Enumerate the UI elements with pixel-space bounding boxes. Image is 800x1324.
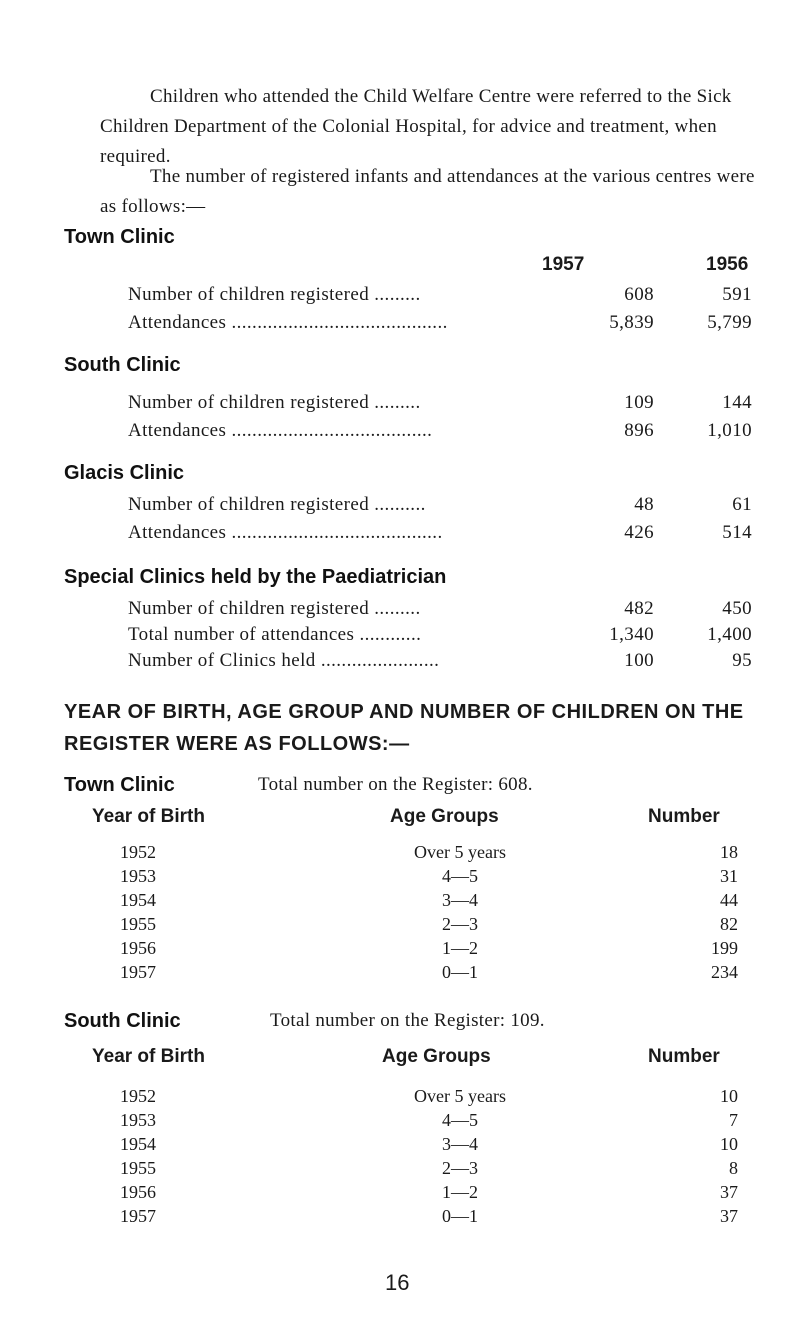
intro-text-2: The number of registered infants and attendances at the various centres were as follows:— xyxy=(100,166,755,217)
intro-text-1: Children who attended the Child Welfare Centre were referred to the Sick Children Department of the Colonial Hospital, for advice and treatment, when required. xyxy=(100,86,732,167)
glacis-row-attendances: Attendances ......................................... 426 514 xyxy=(128,522,752,543)
intro-paragraph-1 xyxy=(100,82,760,172)
page-number: 16 xyxy=(385,1270,410,1295)
intro-paragraph-2 xyxy=(100,162,760,222)
south-register-total: Total number on the Register: 109. xyxy=(270,1010,545,1031)
south-clinic-heading: South Clinic xyxy=(64,354,181,376)
town-col-number: Number xyxy=(648,806,720,827)
glacis-clinic-heading: Glacis Clinic xyxy=(64,462,185,484)
south-table-row: 1954 3—4 10 xyxy=(120,1134,738,1154)
south-row-registered: Number of children registered ......... 109 144 xyxy=(128,392,752,413)
town-row-registered: Number of children registered ......... 608 591 xyxy=(128,284,752,305)
year-1957-header: 1957 xyxy=(542,254,585,275)
south-table-row: 1956 1—2 37 xyxy=(120,1182,738,1202)
south-table-row: 1952 Over 5 years 10 xyxy=(120,1086,738,1106)
south-row-attendances: Attendances ....................................... 896 1,010 xyxy=(128,420,752,441)
town-table-row: 1956 1—2 199 xyxy=(120,938,738,958)
town-register-total: Total number on the Register: 608. xyxy=(258,774,533,795)
year-1956-header: 1956 xyxy=(706,254,749,275)
town-table-row: 1952 Over 5 years 18 xyxy=(120,842,738,862)
town-table-row: 1957 0—1 234 xyxy=(120,962,738,982)
south-col-year: Year of Birth xyxy=(92,1046,205,1067)
special-row-registered: Number of children registered ......... 482 450 xyxy=(128,598,752,619)
register-section-heading: YEAR OF BIRTH, AGE GROUP AND NUMBER OF CHILDREN ON THE REGISTER WERE AS FOLLOWS:— xyxy=(64,701,744,755)
south-register-heading: South Clinic xyxy=(64,1010,181,1032)
town-register-heading: Town Clinic xyxy=(64,774,175,796)
town-col-age: Age Groups xyxy=(390,806,499,827)
special-clinics-heading: Special Clinics held by the Paediatrician xyxy=(64,566,447,588)
town-clinic-heading: Town Clinic xyxy=(64,226,175,248)
glacis-row-registered: Number of children registered .......... 48 61 xyxy=(128,494,752,515)
south-col-age: Age Groups xyxy=(382,1046,491,1067)
south-col-number: Number xyxy=(648,1046,720,1067)
special-row-clinics-held: Number of Clinics held ....................... 100 95 xyxy=(128,650,752,671)
south-table-row: 1957 0—1 37 xyxy=(120,1206,738,1226)
town-table-row: 1953 4—5 31 xyxy=(120,866,738,886)
town-table-row: 1955 2—3 82 xyxy=(120,914,738,934)
south-table-row: 1955 2—3 8 xyxy=(120,1158,738,1178)
south-table-row: 1953 4—5 7 xyxy=(120,1110,738,1130)
special-row-attendances: Total number of attendances ............ 1,340 1,400 xyxy=(128,624,752,645)
town-table-row: 1954 3—4 44 xyxy=(120,890,738,910)
town-col-year: Year of Birth xyxy=(92,806,205,827)
town-row-attendances: Attendances .......................................... 5,839 5,799 xyxy=(128,312,752,333)
